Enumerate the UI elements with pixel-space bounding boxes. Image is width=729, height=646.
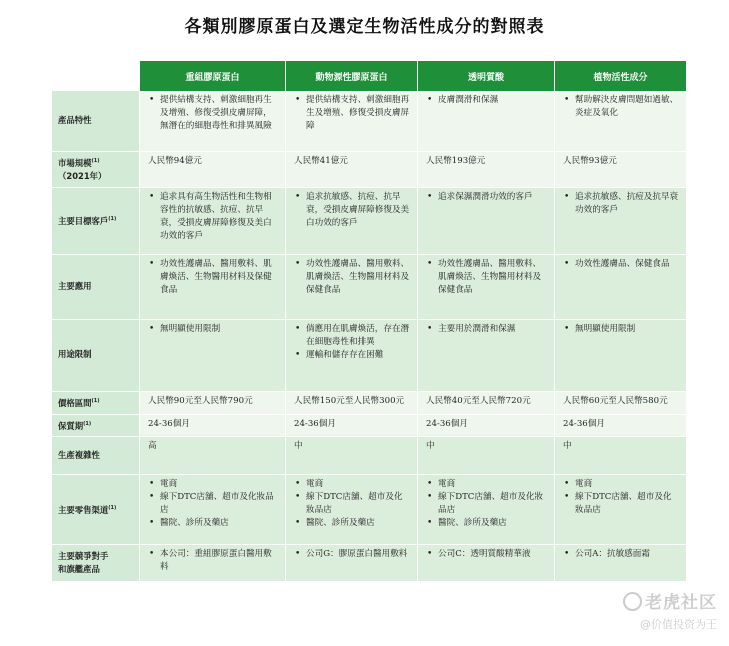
bullet-list — [294, 478, 411, 530]
table-cell — [139, 545, 285, 582]
cell-text: 24-36個月 — [148, 418, 190, 429]
bullet-item: • 公司G：膠原蛋白醫用敷料 — [306, 548, 411, 561]
footnote-marker: (1) — [91, 158, 100, 164]
table-row — [52, 91, 686, 152]
watermark-user: @价值投资为王 — [640, 618, 717, 631]
table-cell — [139, 392, 285, 415]
table-cell — [417, 545, 554, 582]
table-row — [52, 255, 686, 320]
bullet-list — [426, 191, 548, 204]
bullet-item: • 線下DTC店舖、超市及化妝品店 — [160, 491, 279, 517]
bullet-list — [148, 323, 279, 336]
bullet-list — [563, 258, 680, 271]
comparison-table — [52, 61, 686, 582]
bullet-item: • 無明顯使用限制 — [160, 323, 279, 336]
bullet-list — [148, 94, 279, 133]
bullet-list — [563, 94, 680, 120]
table-cell — [554, 545, 686, 582]
table-cell — [554, 437, 686, 475]
column-header: 植物活性成分 — [554, 61, 686, 91]
tiger-logo-icon — [623, 592, 642, 611]
table-cell — [285, 188, 417, 255]
bullet-item: • 追求抗敏感、抗痘、抗早衰，受損皮膚屏障修復及美白功效的客戶 — [306, 191, 411, 230]
bullet-item: • 電商 — [160, 478, 279, 491]
header-corner — [52, 61, 139, 91]
column-header: 動物源性膠原蛋白 — [285, 61, 417, 91]
bullet-item: • 無明顯使用限制 — [575, 323, 680, 336]
bullet-list — [426, 323, 548, 336]
row-label — [52, 152, 139, 188]
bullet-item: • 主要用於潤滑和保濕 — [438, 323, 548, 336]
table-cell — [554, 255, 686, 320]
row-label — [52, 255, 139, 320]
table-cell — [139, 188, 285, 255]
row-label — [52, 475, 139, 545]
bullet-item: • 線下DTC店舖、超市及化妝品店 — [575, 491, 680, 517]
bullet-item: • 功效性護膚品、保健食品 — [575, 258, 680, 271]
bullet-list — [426, 258, 548, 297]
table-cell — [554, 188, 686, 255]
table-cell — [285, 415, 417, 438]
table-cell — [285, 475, 417, 545]
table-cell — [285, 152, 417, 188]
bullet-list — [148, 548, 279, 574]
bullet-item: • 皮膚潤滑和保濕 — [438, 94, 548, 107]
bullet-list — [148, 258, 279, 297]
row-label-text: 主要競爭對手 — [58, 550, 109, 561]
table-cell — [554, 152, 686, 188]
bullet-list — [294, 548, 411, 561]
footnote-marker: (1) — [91, 397, 100, 404]
cell-text: 人民幣60元至人民幣580元 — [563, 395, 668, 406]
table-cell — [417, 415, 554, 438]
cell-text: 人民幣40元至人民幣720元 — [426, 395, 531, 406]
table-cell — [417, 152, 554, 188]
bullet-list — [294, 94, 411, 133]
watermark-brand: 老虎社区 — [645, 593, 717, 613]
bullet-item: • 提供結構支持、刺激細胞再生及增殖、修復受損皮膚屏障，無潛在的細胞毒性和排異風險 — [160, 94, 279, 133]
bullet-list — [563, 548, 680, 561]
bullet-item: • 功效性護膚品、醫用敷料、肌膚煥活、生物醫用材料及保健食品 — [160, 258, 279, 297]
table-cell — [285, 255, 417, 320]
bullet-item: • 追求抗敏感、抗痘及抗早衰功效的客戶 — [575, 191, 680, 217]
bullet-item: • 線下DTC店舖、超市及化妝品店 — [306, 491, 411, 517]
bullet-list — [148, 191, 279, 243]
bullet-item: • 醫院、診所及藥店 — [306, 517, 411, 530]
bullet-item: • 提供結構支持、刺激細胞再生及增殖、修復受損皮膚屏障 — [306, 94, 411, 133]
cell-text: 人民幣193億元 — [426, 156, 486, 166]
table-row — [52, 415, 686, 438]
row-label — [52, 437, 139, 475]
bullet-list — [426, 94, 548, 107]
row-label — [52, 320, 139, 392]
bullet-item: • 公司C：透明質酸精華液 — [438, 548, 548, 561]
row-label-text: 產品特性 — [58, 115, 92, 125]
bullet-item: • 功效性護膚品、醫用敷料、肌膚煥活、生物醫用材料及保健食品 — [306, 258, 411, 297]
cell-text: 中 — [563, 441, 572, 452]
table-cell — [417, 91, 554, 152]
bullet-list — [426, 478, 548, 530]
cell-text: 24-36個月 — [294, 418, 336, 429]
bullet-item: • 線下DTC店舖、超市及化妝品店 — [438, 491, 548, 517]
table-cell — [285, 437, 417, 475]
table-row — [52, 437, 686, 475]
table-header-row — [52, 61, 686, 91]
bullet-item: • 電商 — [438, 478, 548, 491]
table-cell — [554, 415, 686, 438]
table-row — [52, 392, 686, 415]
table-cell — [554, 320, 686, 392]
table-cell — [554, 475, 686, 545]
row-label — [52, 545, 139, 582]
table-cell — [139, 437, 285, 475]
row-label — [52, 392, 139, 415]
bullet-list — [294, 191, 411, 230]
bullet-list — [426, 548, 548, 561]
bullet-item: • 公司A：抗敏感面霜 — [575, 548, 680, 561]
table-cell — [139, 255, 285, 320]
cell-text: 人民幣93億元 — [563, 156, 617, 166]
table-cell — [139, 91, 285, 152]
bullet-item: • 醫院、診所及藥店 — [438, 517, 548, 530]
row-label-text: 主要目標客戶 — [58, 215, 109, 226]
watermark — [623, 588, 717, 632]
row-label-text: 市場規模 — [58, 157, 92, 168]
table-cell — [417, 188, 554, 255]
bullet-item: • 醫院、診所及藥店 — [160, 517, 279, 530]
cell-text: 人民幣94億元 — [148, 156, 202, 166]
row-label-text: 和旗艦產品 — [58, 563, 100, 574]
bullet-list — [563, 478, 680, 517]
row-label — [52, 91, 139, 152]
cell-text: 中 — [294, 441, 303, 452]
row-label-text: 主要應用 — [58, 280, 92, 291]
table-cell — [554, 91, 686, 152]
bullet-list — [563, 191, 680, 217]
bullet-item: • 電商 — [575, 478, 680, 491]
footnote-marker: (1) — [108, 215, 117, 222]
table-cell — [417, 255, 554, 320]
table-row — [52, 152, 686, 188]
table-cell — [285, 545, 417, 582]
table-cell — [417, 392, 554, 415]
row-label — [52, 188, 139, 255]
table-cell — [554, 392, 686, 415]
bullet-item: • 本公司：重組膠原蛋白醫用敷料 — [160, 548, 279, 574]
table-cell — [139, 320, 285, 392]
bullet-item: • 追求具有高生物活性和生物相容性的抗敏感、抗痘、抗早衰，受損皮膚屏障修復及美白功效的客戶 — [160, 191, 279, 243]
cell-text: 24-36個月 — [426, 418, 468, 429]
row-label-text: 生產複雜性 — [58, 449, 100, 460]
column-header: 透明質酸 — [417, 61, 554, 91]
bullet-list — [294, 323, 411, 362]
table-cell — [285, 320, 417, 392]
cell-text: 高 — [148, 441, 157, 452]
table-row — [52, 545, 686, 582]
cell-text: 24-36個月 — [563, 418, 605, 429]
row-label — [52, 415, 139, 438]
table-cell — [285, 91, 417, 152]
column-header: 重組膠原蛋白 — [139, 61, 285, 91]
row-label-text: 保質期 — [58, 420, 84, 431]
table-cell — [285, 392, 417, 415]
cell-text: 人民幣90元至人民幣790元 — [148, 395, 253, 406]
table-cell — [417, 320, 554, 392]
table-cell — [417, 475, 554, 545]
bullet-item: • 追求保濕潤滑功效的客戶 — [438, 191, 548, 204]
table-cell — [139, 152, 285, 188]
bullet-item: • 功效性護膚品、醫用敷料、肌膚煥活、生物醫用材料及保健食品 — [438, 258, 548, 297]
bullet-list — [148, 478, 279, 530]
table-cell — [139, 415, 285, 438]
row-label-text: （2021年） — [58, 170, 107, 181]
page-title: 各類別膠原蛋白及選定生物活性成分的對照表 — [184, 17, 545, 37]
cell-text: 人民幣150元至人民幣300元 — [294, 395, 405, 406]
row-label-text: 價格區間 — [58, 397, 92, 408]
table-row — [52, 320, 686, 392]
bullet-item: • 幫助解決皮膚問題如過敏、炎症及氧化 — [575, 94, 680, 120]
bullet-item: • 運輸和儲存存在困難 — [306, 349, 411, 362]
table-row — [52, 188, 686, 255]
bullet-item: • 電商 — [306, 478, 411, 491]
row-label-text: 主要零售渠道 — [58, 504, 109, 515]
footnote-marker: (1) — [83, 420, 92, 427]
table-row — [52, 475, 686, 545]
cell-text: 中 — [426, 441, 435, 452]
table-cell — [417, 437, 554, 475]
row-label-text: 用途限制 — [58, 349, 92, 360]
table-cell — [139, 475, 285, 545]
cell-text: 人民幣41億元 — [294, 156, 348, 166]
bullet-item: • 倘應用在肌膚煥活，存在潛在細胞毒性和排異 — [306, 323, 411, 349]
bullet-list — [563, 323, 680, 336]
bullet-list — [294, 258, 411, 297]
footnote-marker: (1) — [108, 504, 117, 511]
